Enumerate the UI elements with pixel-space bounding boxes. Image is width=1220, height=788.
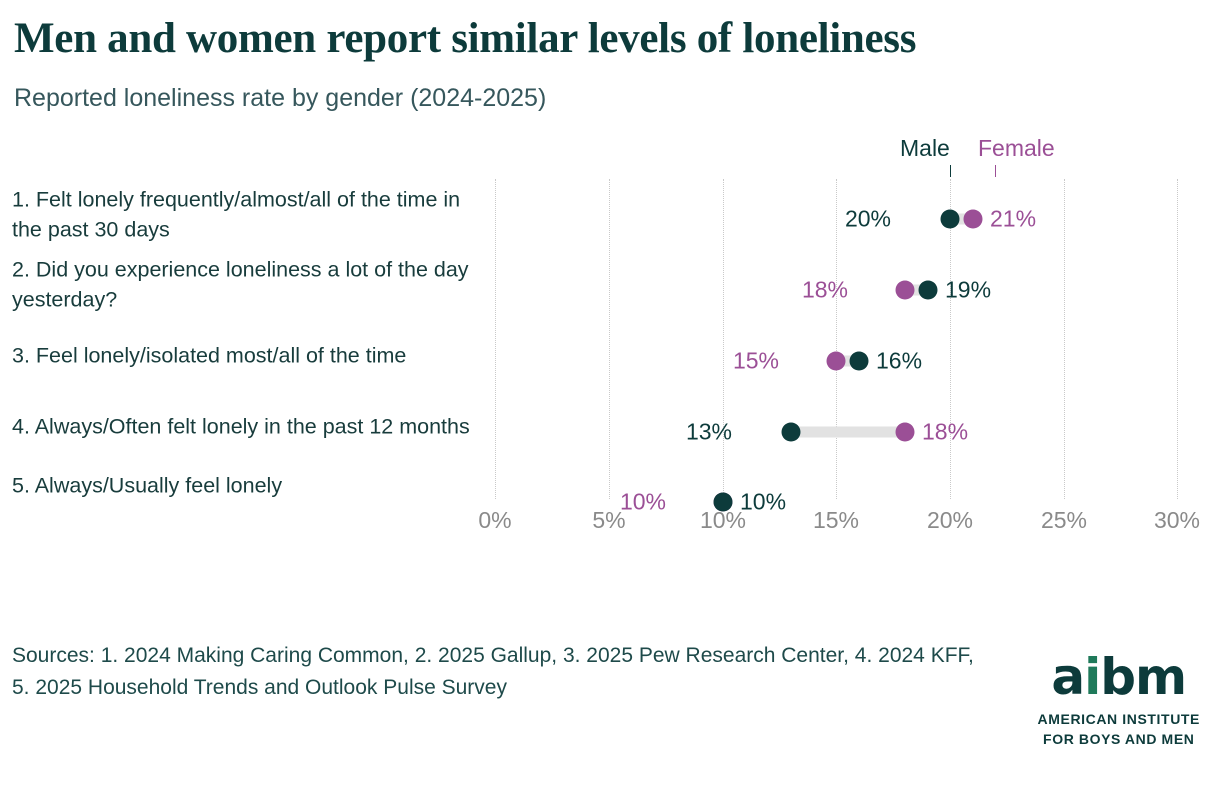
dot-male[interactable] — [919, 280, 938, 299]
logo-letter-b: b — [1100, 648, 1136, 706]
value-label-female: 15% — [732, 347, 779, 374]
chart-legend — [12, 135, 1202, 169]
x-axis — [478, 506, 1201, 539]
gridline — [1177, 179, 1179, 499]
page-subtitle: Reported loneliness rate by gender (2024-2025) — [14, 83, 547, 112]
gridline — [495, 179, 497, 499]
sources-note: Sources: 1. 2024 Making Caring Common, 2. 2025 Gallup, 3. 2025 Pew Research Center, 4. 2024 KFF, 5. 2025 Household Trends and Outlook Pulse Survey — [12, 644, 974, 699]
logo-letter-m: m — [1135, 648, 1187, 706]
gridline — [723, 179, 725, 499]
value-label-male: 16% — [876, 347, 923, 374]
logo-tagline-line1: AMERICAN INSTITUTE — [1037, 711, 1200, 727]
value-label-male: 10% — [740, 488, 787, 515]
legend-tick-female — [995, 165, 996, 177]
chart-footer — [12, 640, 1208, 750]
logo-tagline-line2: FOR BOYS AND MEN — [1043, 730, 1195, 747]
x-tick-label: 30% — [1153, 506, 1201, 533]
dot-male[interactable] — [782, 422, 801, 441]
dot-female[interactable] — [964, 209, 983, 228]
value-label-female: 18% — [801, 276, 848, 303]
logo-tagline — [1038, 710, 1200, 750]
category-label: 1. Felt lonely frequently/almost/all of the time in the past 30 days — [12, 187, 461, 242]
category-label: 2. Did you experience loneliness a lot of the day yesterday? — [12, 257, 469, 312]
logo-letter-i: i — [1084, 648, 1101, 706]
x-tick-label: 15% — [812, 506, 860, 533]
value-label-female: 18% — [922, 418, 969, 445]
gridline — [609, 179, 611, 499]
x-tick-label: 10% — [699, 506, 747, 533]
legend-tick-male — [950, 165, 951, 177]
gridline — [836, 179, 838, 499]
chart-container — [12, 135, 1202, 535]
aibm-logo — [1037, 648, 1200, 750]
legend-item-male: Male — [900, 134, 950, 161]
logo-letter-a: a — [1051, 648, 1085, 706]
x-tick-label: 25% — [1040, 506, 1088, 533]
page-title: Men and women report similar levels of loneliness — [14, 15, 917, 62]
value-label-male: 13% — [685, 418, 732, 445]
category-label: 3. Feel lonely/isolated most/all of the time — [12, 343, 407, 368]
range-connector — [791, 426, 905, 437]
category-label: 5. Always/Usually feel lonely — [12, 473, 283, 498]
legend-item-female: Female — [978, 134, 1055, 161]
dot-female[interactable] — [896, 422, 915, 441]
dot-male[interactable] — [850, 351, 869, 370]
logo-wordmark — [1038, 648, 1200, 706]
x-tick-label: 5% — [592, 506, 626, 533]
plot-area — [495, 179, 1178, 515]
x-tick-label: 0% — [478, 506, 512, 533]
dot-male[interactable] — [941, 209, 960, 228]
value-label-male: 20% — [844, 205, 891, 232]
value-label-male: 19% — [945, 276, 992, 303]
gridline — [1064, 179, 1066, 499]
value-label-female: 10% — [619, 488, 666, 515]
category-label: 4. Always/Often felt lonely in the past 12 months — [12, 414, 470, 439]
dot-female[interactable] — [896, 280, 915, 299]
dot-female[interactable] — [827, 351, 846, 370]
x-tick-label: 20% — [926, 506, 974, 533]
value-label-female: 21% — [990, 205, 1037, 232]
